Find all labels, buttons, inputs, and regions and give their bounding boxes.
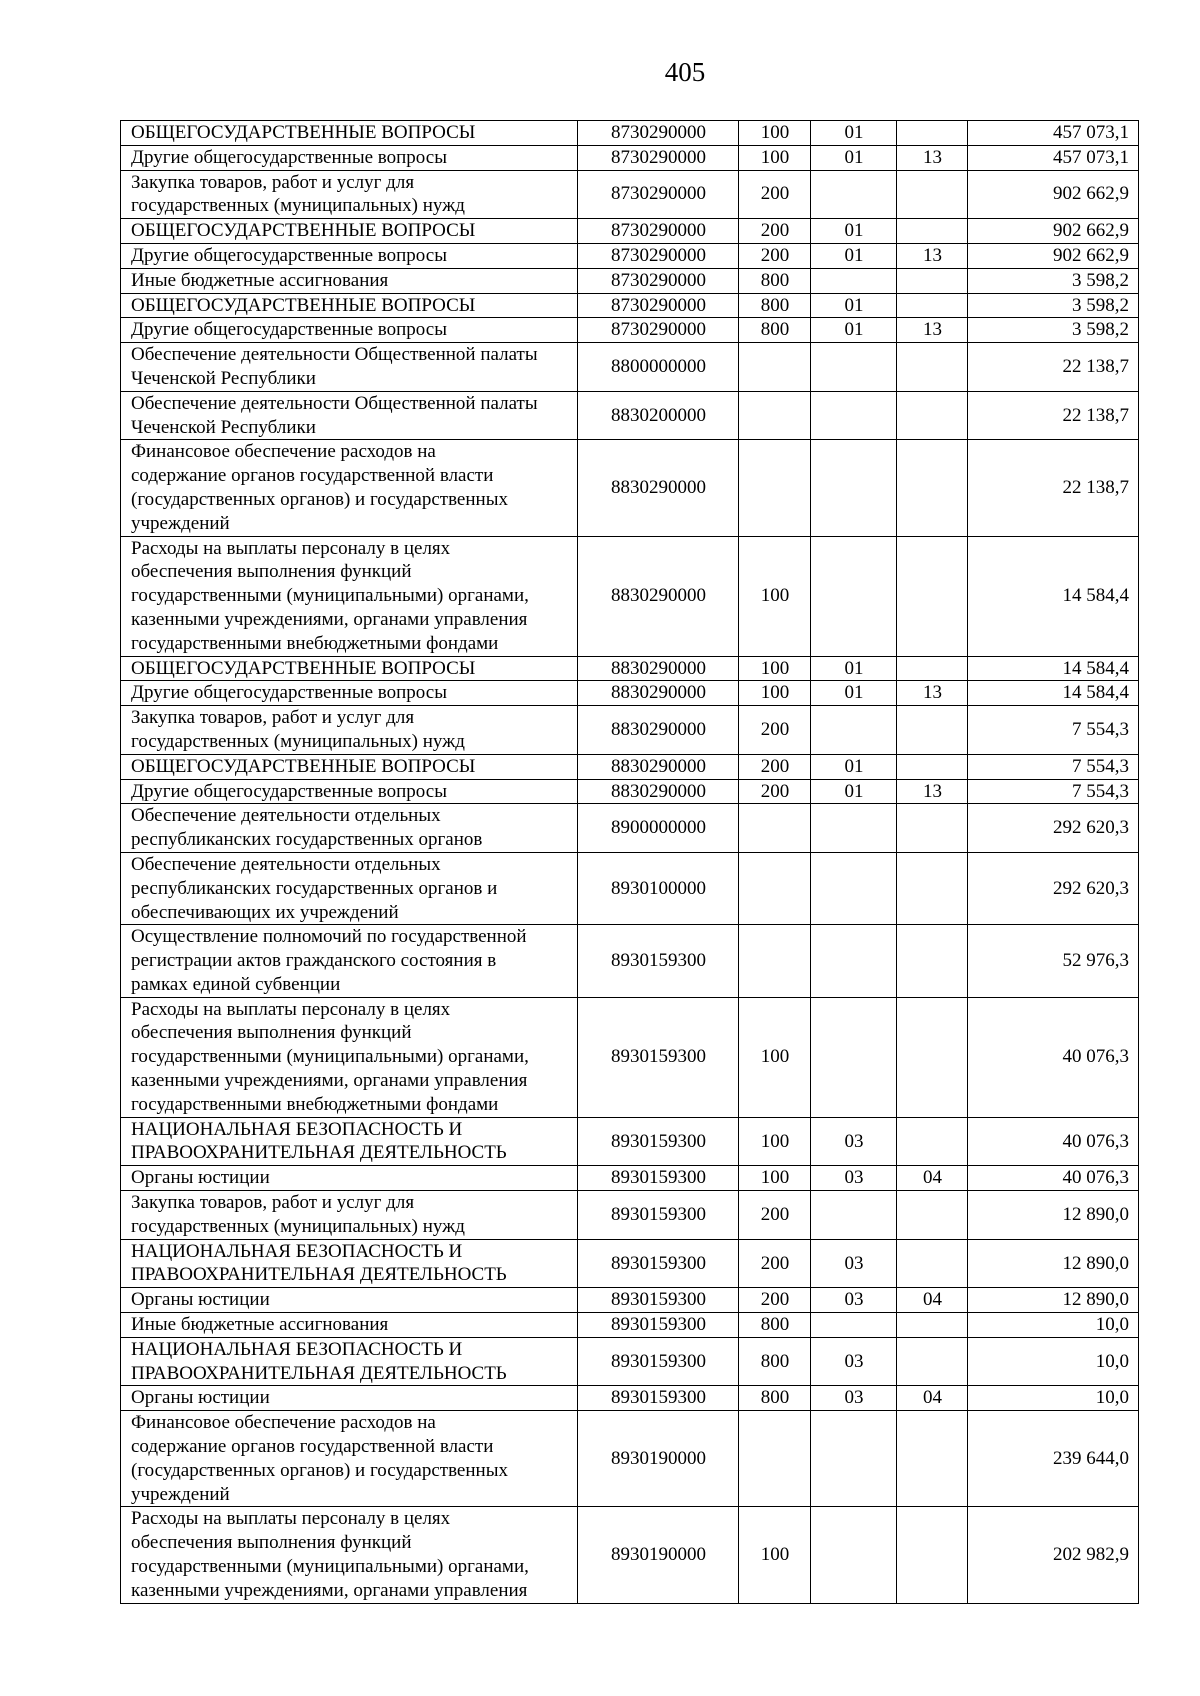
expense-name-line: Обеспечение деятельности отдельных <box>131 853 441 875</box>
amount-cell: 22 138,7 <box>968 343 1139 392</box>
subsection-cell <box>897 1337 968 1386</box>
expense-name-line: республиканских государственных органов и <box>131 877 498 899</box>
section-cell: 01 <box>811 121 897 146</box>
expense-name-cell <box>121 1288 578 1313</box>
expense-name-line: обеспечения выполнения функций <box>131 1532 412 1554</box>
expense-name-line: Финансовое обеспечение расходов на <box>131 1412 436 1434</box>
section-cell <box>811 536 897 656</box>
expense-name-cell <box>121 268 578 293</box>
expense-name-line: государственных (муниципальных) нужд <box>131 195 465 217</box>
expense-name-line: казенными учреждениями, органами управления <box>131 608 528 630</box>
expense-name-line: государственными (муниципальными) органами, <box>131 585 529 607</box>
section-cell: 01 <box>811 243 897 268</box>
target-code-cell: 8730290000 <box>578 145 739 170</box>
target-code-cell: 8730290000 <box>578 170 739 219</box>
expense-type-cell <box>739 1411 811 1507</box>
subsection-cell <box>897 1411 968 1507</box>
section-cell <box>811 1411 897 1507</box>
expense-name-cell <box>121 243 578 268</box>
section-cell <box>811 1191 897 1240</box>
section-cell: 01 <box>811 754 897 779</box>
expense-name-line: Органы юстиции <box>131 1167 270 1189</box>
expense-name-cell <box>121 656 578 681</box>
target-code-cell: 8930159300 <box>578 1166 739 1191</box>
table-row <box>121 343 1139 392</box>
amount-cell: 7 554,3 <box>968 706 1139 755</box>
subsection-cell <box>897 170 968 219</box>
expense-name-cell <box>121 1507 578 1603</box>
expense-name-line: Органы юстиции <box>131 1387 270 1409</box>
expense-name-line: (государственных органов) и государственных <box>131 488 508 510</box>
target-code-cell: 8830290000 <box>578 779 739 804</box>
subsection-cell <box>897 754 968 779</box>
table-row <box>121 681 1139 706</box>
subsection-cell <box>897 925 968 997</box>
expense-name-line: Обеспечение деятельности отдельных <box>131 805 441 827</box>
budget-table <box>120 120 1139 1604</box>
section-cell <box>811 925 897 997</box>
target-code-cell: 8830200000 <box>578 391 739 440</box>
expense-type-cell <box>739 925 811 997</box>
table-row <box>121 318 1139 343</box>
expense-name-line: Другие общегосударственные вопросы <box>131 780 447 802</box>
table-row <box>121 1117 1139 1166</box>
target-code-cell: 8800000000 <box>578 343 739 392</box>
table-row <box>121 779 1139 804</box>
expense-name-cell <box>121 925 578 997</box>
section-cell <box>811 706 897 755</box>
expense-name-line: ОБЩЕГОСУДАРСТВЕННЫЕ ВОПРОСЫ <box>131 755 476 777</box>
expense-name-line: Органы юстиции <box>131 1289 270 1311</box>
expense-name-cell <box>121 1239 578 1288</box>
target-code-cell: 8900000000 <box>578 804 739 853</box>
section-cell <box>811 343 897 392</box>
section-cell: 01 <box>811 145 897 170</box>
amount-cell: 3 598,2 <box>968 318 1139 343</box>
table-row <box>121 1507 1139 1603</box>
subsection-cell: 13 <box>897 243 968 268</box>
subsection-cell: 13 <box>897 145 968 170</box>
expense-name-line: Чеченской Республики <box>131 416 316 438</box>
target-code-cell: 8730290000 <box>578 268 739 293</box>
expense-name-line: (государственных органов) и государственных <box>131 1459 508 1481</box>
amount-cell: 292 620,3 <box>968 804 1139 853</box>
expense-type-cell: 200 <box>739 1288 811 1313</box>
expense-name-line: государственных (муниципальных) нужд <box>131 1215 465 1237</box>
expense-name-cell <box>121 1117 578 1166</box>
target-code-cell: 8830290000 <box>578 681 739 706</box>
table-row <box>121 1166 1139 1191</box>
subsection-cell <box>897 1313 968 1338</box>
expense-name-cell <box>121 145 578 170</box>
section-cell <box>811 1313 897 1338</box>
expense-name-cell <box>121 219 578 244</box>
expense-name-line: Иные бюджетные ассигнования <box>131 1314 389 1336</box>
expense-name-cell <box>121 121 578 146</box>
section-cell <box>811 268 897 293</box>
expense-name-line: рамках единой субвенции <box>131 973 341 995</box>
subsection-cell: 04 <box>897 1386 968 1411</box>
expense-name-cell <box>121 681 578 706</box>
amount-cell: 22 138,7 <box>968 440 1139 536</box>
section-cell: 01 <box>811 318 897 343</box>
section-cell: 01 <box>811 681 897 706</box>
expense-type-cell <box>739 804 811 853</box>
target-code-cell: 8730290000 <box>578 293 739 318</box>
expense-name-cell <box>121 343 578 392</box>
expense-type-cell: 200 <box>739 754 811 779</box>
amount-cell: 10,0 <box>968 1337 1139 1386</box>
subsection-cell <box>897 121 968 146</box>
expense-type-cell: 100 <box>739 997 811 1117</box>
table-row <box>121 536 1139 656</box>
expense-type-cell: 800 <box>739 318 811 343</box>
expense-name-line: НАЦИОНАЛЬНАЯ БЕЗОПАСНОСТЬ И <box>131 1338 463 1360</box>
section-cell <box>811 852 897 924</box>
table-row <box>121 391 1139 440</box>
target-code-cell: 8930159300 <box>578 1117 739 1166</box>
expense-name-line: государственными (муниципальными) органами, <box>131 1556 529 1578</box>
expense-name-cell <box>121 170 578 219</box>
expense-name-line: Другие общегосударственные вопросы <box>131 319 447 341</box>
subsection-cell <box>897 1117 968 1166</box>
expense-name-line: ОБЩЕГОСУДАРСТВЕННЫЕ ВОПРОСЫ <box>131 122 476 143</box>
expense-name-cell <box>121 754 578 779</box>
subsection-cell <box>897 440 968 536</box>
expense-name-line: Закупка товаров, работ и услуг для <box>131 1192 415 1214</box>
expense-name-line: казенными учреждениями, органами управления <box>131 1070 528 1092</box>
expense-type-cell: 100 <box>739 1166 811 1191</box>
expense-name-line: ОБЩЕГОСУДАРСТВЕННЫЕ ВОПРОСЫ <box>131 220 476 242</box>
table-row <box>121 852 1139 924</box>
expense-type-cell <box>739 343 811 392</box>
table-row <box>121 997 1139 1117</box>
target-code-cell: 8730290000 <box>578 243 739 268</box>
expense-type-cell: 200 <box>739 706 811 755</box>
expense-name-cell <box>121 318 578 343</box>
target-code-cell: 8830290000 <box>578 754 739 779</box>
expense-name-cell <box>121 1411 578 1507</box>
expense-name-line: Осуществление полномочий по государственной <box>131 926 527 948</box>
expense-name-cell <box>121 1166 578 1191</box>
section-cell <box>811 391 897 440</box>
target-code-cell: 8930159300 <box>578 1313 739 1338</box>
expense-name-line: содержание органов государственной власти <box>131 1436 494 1458</box>
expense-name-cell <box>121 1386 578 1411</box>
target-code-cell: 8930159300 <box>578 997 739 1117</box>
expense-name-line: государственными (муниципальными) органами, <box>131 1046 529 1068</box>
table-row <box>121 170 1139 219</box>
expense-type-cell: 100 <box>739 536 811 656</box>
expense-name-line: Закупка товаров, работ и услуг для <box>131 171 415 193</box>
amount-cell: 7 554,3 <box>968 779 1139 804</box>
subsection-cell: 13 <box>897 318 968 343</box>
amount-cell: 12 890,0 <box>968 1191 1139 1240</box>
table-row <box>121 219 1139 244</box>
amount-cell: 3 598,2 <box>968 268 1139 293</box>
expense-type-cell <box>739 391 811 440</box>
amount-cell: 40 076,3 <box>968 1166 1139 1191</box>
amount-cell: 3 598,2 <box>968 293 1139 318</box>
target-code-cell: 8830290000 <box>578 656 739 681</box>
expense-name-line: Чеченской Республики <box>131 367 316 389</box>
subsection-cell <box>897 852 968 924</box>
subsection-cell: 13 <box>897 681 968 706</box>
expense-type-cell: 800 <box>739 1386 811 1411</box>
expense-type-cell: 100 <box>739 656 811 681</box>
subsection-cell: 04 <box>897 1166 968 1191</box>
expense-type-cell: 200 <box>739 779 811 804</box>
section-cell: 03 <box>811 1117 897 1166</box>
expense-type-cell: 100 <box>739 681 811 706</box>
section-cell: 03 <box>811 1288 897 1313</box>
expense-name-line: НАЦИОНАЛЬНАЯ БЕЗОПАСНОСТЬ И <box>131 1240 463 1262</box>
section-cell: 01 <box>811 779 897 804</box>
table-row <box>121 1239 1139 1288</box>
subsection-cell <box>897 391 968 440</box>
section-cell: 01 <box>811 293 897 318</box>
amount-cell: 12 890,0 <box>968 1239 1139 1288</box>
expense-name-line: Расходы на выплаты персоналу в целях <box>131 537 451 559</box>
amount-cell: 10,0 <box>968 1313 1139 1338</box>
expense-name-cell <box>121 1337 578 1386</box>
section-cell: 01 <box>811 656 897 681</box>
table-row <box>121 243 1139 268</box>
expense-name-line: ПРАВООХРАНИТЕЛЬНАЯ ДЕЯТЕЛЬНОСТЬ <box>131 1362 507 1384</box>
table-row <box>121 1337 1139 1386</box>
expense-name-line: Закупка товаров, работ и услуг для <box>131 707 415 729</box>
amount-cell: 457 073,1 <box>968 145 1139 170</box>
expense-name-line: Иные бюджетные ассигнования <box>131 269 389 291</box>
target-code-cell: 8730290000 <box>578 219 739 244</box>
expense-name-cell <box>121 440 578 536</box>
amount-cell: 292 620,3 <box>968 852 1139 924</box>
expense-name-line: государственных (муниципальных) нужд <box>131 730 465 752</box>
expense-name-line: учреждений <box>131 512 230 534</box>
expense-type-cell: 200 <box>739 170 811 219</box>
amount-cell: 14 584,4 <box>968 536 1139 656</box>
subsection-cell <box>897 343 968 392</box>
expense-type-cell <box>739 852 811 924</box>
target-code-cell: 8930190000 <box>578 1411 739 1507</box>
target-code-cell: 8930159300 <box>578 925 739 997</box>
section-cell: 03 <box>811 1166 897 1191</box>
expense-type-cell: 800 <box>739 293 811 318</box>
amount-cell: 40 076,3 <box>968 997 1139 1117</box>
target-code-cell: 8930100000 <box>578 852 739 924</box>
expense-name-line: государственными внебюджетными фондами <box>131 1093 499 1115</box>
expense-name-cell <box>121 391 578 440</box>
target-code-cell: 8930159300 <box>578 1288 739 1313</box>
table-row <box>121 754 1139 779</box>
section-cell: 03 <box>811 1239 897 1288</box>
table-row <box>121 1411 1139 1507</box>
subsection-cell <box>897 1191 968 1240</box>
expense-type-cell: 800 <box>739 1337 811 1386</box>
expense-type-cell: 800 <box>739 1313 811 1338</box>
subsection-cell <box>897 219 968 244</box>
table-row <box>121 293 1139 318</box>
table-row <box>121 804 1139 853</box>
expense-name-cell <box>121 293 578 318</box>
amount-cell: 52 976,3 <box>968 925 1139 997</box>
table-row <box>121 440 1139 536</box>
amount-cell: 40 076,3 <box>968 1117 1139 1166</box>
amount-cell: 14 584,4 <box>968 656 1139 681</box>
table-row <box>121 1288 1139 1313</box>
target-code-cell: 8930159300 <box>578 1239 739 1288</box>
expense-name-line: обеспечения выполнения функций <box>131 1022 412 1044</box>
subsection-cell <box>897 1239 968 1288</box>
page-number: 405 <box>664 57 706 87</box>
amount-cell: 14 584,4 <box>968 681 1139 706</box>
expense-name-line: Другие общегосударственные вопросы <box>131 682 447 704</box>
expense-name-line: Финансовое обеспечение расходов на <box>131 441 436 463</box>
subsection-cell <box>897 268 968 293</box>
expense-type-cell: 800 <box>739 268 811 293</box>
expense-name-line: казенными учреждениями, органами управления <box>131 1579 528 1601</box>
target-code-cell: 8930159300 <box>578 1191 739 1240</box>
expense-name-line: Расходы на выплаты персоналу в целях <box>131 998 451 1020</box>
amount-cell: 902 662,9 <box>968 170 1139 219</box>
expense-name-line: государственными внебюджетными фондами <box>131 632 499 654</box>
table-row <box>121 121 1139 146</box>
expense-name-line: содержание органов государственной власти <box>131 465 494 487</box>
amount-cell: 457 073,1 <box>968 121 1139 146</box>
section-cell: 03 <box>811 1386 897 1411</box>
expense-name-cell <box>121 804 578 853</box>
table-row <box>121 1313 1139 1338</box>
section-cell <box>811 1507 897 1603</box>
section-cell: 03 <box>811 1337 897 1386</box>
expense-name-line: учреждений <box>131 1483 230 1505</box>
expense-name-line: ПРАВООХРАНИТЕЛЬНАЯ ДЕЯТЕЛЬНОСТЬ <box>131 1142 507 1164</box>
amount-cell: 239 644,0 <box>968 1411 1139 1507</box>
expense-name-line: обеспечения выполнения функций <box>131 561 412 583</box>
expense-name-cell <box>121 706 578 755</box>
expense-name-line: Обеспечение деятельности Общественной палаты <box>131 344 538 366</box>
expense-name-line: Другие общегосударственные вопросы <box>131 146 447 168</box>
subsection-cell <box>897 293 968 318</box>
target-code-cell: 8730290000 <box>578 318 739 343</box>
table-row <box>121 268 1139 293</box>
target-code-cell: 8930159300 <box>578 1337 739 1386</box>
section-cell <box>811 804 897 853</box>
subsection-cell <box>897 706 968 755</box>
table-row <box>121 656 1139 681</box>
section-cell <box>811 997 897 1117</box>
expense-name-line: НАЦИОНАЛЬНАЯ БЕЗОПАСНОСТЬ И <box>131 1118 463 1140</box>
expense-name-line: Обеспечение деятельности Общественной палаты <box>131 392 538 414</box>
target-code-cell: 8930190000 <box>578 1507 739 1603</box>
expense-name-line: Другие общегосударственные вопросы <box>131 244 447 266</box>
target-code-cell: 8930159300 <box>578 1386 739 1411</box>
expense-name-cell <box>121 1313 578 1338</box>
expense-type-cell: 200 <box>739 219 811 244</box>
expense-type-cell <box>739 440 811 536</box>
amount-cell: 902 662,9 <box>968 219 1139 244</box>
expense-type-cell: 100 <box>739 145 811 170</box>
expense-name-cell <box>121 852 578 924</box>
subsection-cell <box>897 656 968 681</box>
expense-type-cell: 100 <box>739 1117 811 1166</box>
subsection-cell <box>897 536 968 656</box>
target-code-cell: 8730290000 <box>578 121 739 146</box>
section-cell <box>811 170 897 219</box>
expense-type-cell: 200 <box>739 243 811 268</box>
expense-type-cell: 200 <box>739 1239 811 1288</box>
target-code-cell: 8830290000 <box>578 706 739 755</box>
table-row <box>121 145 1139 170</box>
section-cell <box>811 440 897 536</box>
table-row <box>121 1191 1139 1240</box>
expense-name-line: ОБЩЕГОСУДАРСТВЕННЫЕ ВОПРОСЫ <box>131 657 476 679</box>
expense-name-line: обеспечивающих их учреждений <box>131 901 399 923</box>
table-row <box>121 1386 1139 1411</box>
expense-name-cell <box>121 997 578 1117</box>
table-row <box>121 706 1139 755</box>
subsection-cell: 13 <box>897 779 968 804</box>
expense-name-line: Расходы на выплаты персоналу в целях <box>131 1508 451 1530</box>
amount-cell: 10,0 <box>968 1386 1139 1411</box>
subsection-cell <box>897 1507 968 1603</box>
budget-table-body <box>121 121 1139 1604</box>
expense-name-line: регистрации актов гражданского состояния в <box>131 950 497 972</box>
amount-cell: 902 662,9 <box>968 243 1139 268</box>
amount-cell: 202 982,9 <box>968 1507 1139 1603</box>
subsection-cell <box>897 997 968 1117</box>
target-code-cell: 8830290000 <box>578 536 739 656</box>
subsection-cell: 04 <box>897 1288 968 1313</box>
expense-name-cell <box>121 1191 578 1240</box>
subsection-cell <box>897 804 968 853</box>
expense-type-cell: 200 <box>739 1191 811 1240</box>
table-row <box>121 925 1139 997</box>
expense-type-cell: 100 <box>739 121 811 146</box>
section-cell: 01 <box>811 219 897 244</box>
expense-name-cell <box>121 536 578 656</box>
target-code-cell: 8830290000 <box>578 440 739 536</box>
expense-name-cell <box>121 779 578 804</box>
expense-name-line: республиканских государственных органов <box>131 829 483 851</box>
expense-type-cell: 100 <box>739 1507 811 1603</box>
amount-cell: 12 890,0 <box>968 1288 1139 1313</box>
amount-cell: 7 554,3 <box>968 754 1139 779</box>
expense-name-line: ОБЩЕГОСУДАРСТВЕННЫЕ ВОПРОСЫ <box>131 294 476 316</box>
expense-name-line: ПРАВООХРАНИТЕЛЬНАЯ ДЕЯТЕЛЬНОСТЬ <box>131 1264 507 1286</box>
amount-cell: 22 138,7 <box>968 391 1139 440</box>
